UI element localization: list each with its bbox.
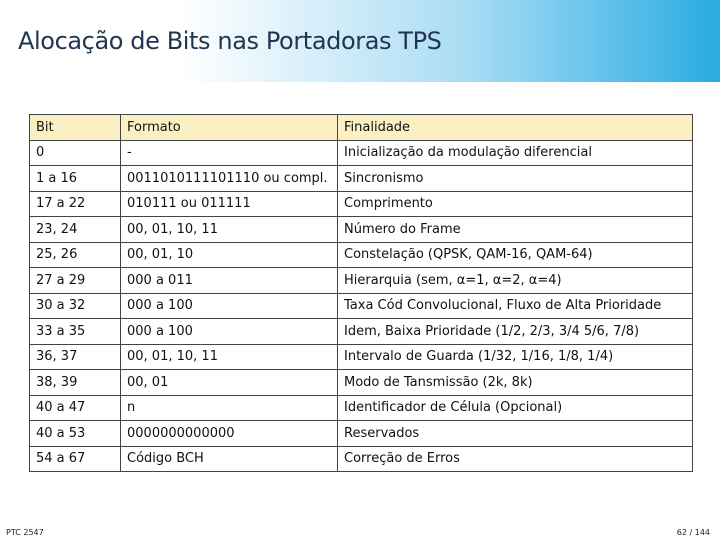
bit-cell: 23, 24: [30, 217, 121, 243]
purpose-cell: Correção de Erros: [338, 446, 693, 472]
bit-cell: 25, 26: [30, 242, 121, 268]
format-cell: 000 a 011: [121, 268, 338, 294]
format-cell: 0000000000000: [121, 421, 338, 447]
column-header: Bit: [30, 115, 121, 141]
table-row: [30, 395, 693, 421]
format-cell: Código BCH: [121, 446, 338, 472]
format-cell: 00, 01, 10: [121, 242, 338, 268]
bit-cell: 40 a 53: [30, 421, 121, 447]
format-cell: 00, 01: [121, 370, 338, 396]
table-row: [30, 319, 693, 345]
purpose-cell: Sincronismo: [338, 166, 693, 192]
column-header: Formato: [121, 115, 338, 141]
table-row: [30, 293, 693, 319]
table-header-row: [30, 115, 693, 141]
purpose-cell: Taxa Cód Convolucional, Fluxo de Alta Prioridade: [338, 293, 693, 319]
bit-cell: 1 a 16: [30, 166, 121, 192]
bit-cell: 54 a 67: [30, 446, 121, 472]
bit-cell: 40 a 47: [30, 395, 121, 421]
bit-cell: 30 a 32: [30, 293, 121, 319]
format-cell: 00, 01, 10, 11: [121, 344, 338, 370]
format-cell: -: [121, 140, 338, 166]
table-row: [30, 217, 693, 243]
bit-cell: 27 a 29: [30, 268, 121, 294]
purpose-cell: Idem, Baixa Prioridade (1/2, 2/3, 3/4 5/6, 7/8): [338, 319, 693, 345]
table-row: [30, 166, 693, 192]
purpose-cell: Inicialização da modulação diferencial: [338, 140, 693, 166]
purpose-cell: Hierarquia (sem, α=1, α=2, α=4): [338, 268, 693, 294]
table-row: [30, 344, 693, 370]
table-row: [30, 446, 693, 472]
format-cell: n: [121, 395, 338, 421]
format-cell: 0011010111101110 ou compl.: [121, 166, 338, 192]
bit-cell: 36, 37: [30, 344, 121, 370]
slide-title: Alocação de Bits nas Portadoras TPS: [18, 27, 442, 55]
table-row: [30, 242, 693, 268]
purpose-cell: Reservados: [338, 421, 693, 447]
tps-bit-table: [29, 114, 693, 472]
bit-cell: 33 a 35: [30, 319, 121, 345]
purpose-cell: Identificador de Célula (Opcional): [338, 395, 693, 421]
column-header: Finalidade: [338, 115, 693, 141]
purpose-cell: Constelação (QPSK, QAM-16, QAM-64): [338, 242, 693, 268]
table-row: [30, 140, 693, 166]
bit-cell: 17 a 22: [30, 191, 121, 217]
course-code: PTC 2547: [6, 528, 44, 537]
table-row: [30, 191, 693, 217]
format-cell: 00, 01, 10, 11: [121, 217, 338, 243]
purpose-cell: Intervalo de Guarda (1/32, 1/16, 1/8, 1/4): [338, 344, 693, 370]
format-cell: 000 a 100: [121, 293, 338, 319]
page-number: 62 / 144: [676, 528, 710, 537]
bit-cell: 0: [30, 140, 121, 166]
table-row: [30, 421, 693, 447]
purpose-cell: Comprimento: [338, 191, 693, 217]
purpose-cell: Número do Frame: [338, 217, 693, 243]
purpose-cell: Modo de Tansmissão (2k, 8k): [338, 370, 693, 396]
format-cell: 010111 ou 011111: [121, 191, 338, 217]
format-cell: 000 a 100: [121, 319, 338, 345]
bit-cell: 38, 39: [30, 370, 121, 396]
table-row: [30, 268, 693, 294]
table-row: [30, 370, 693, 396]
